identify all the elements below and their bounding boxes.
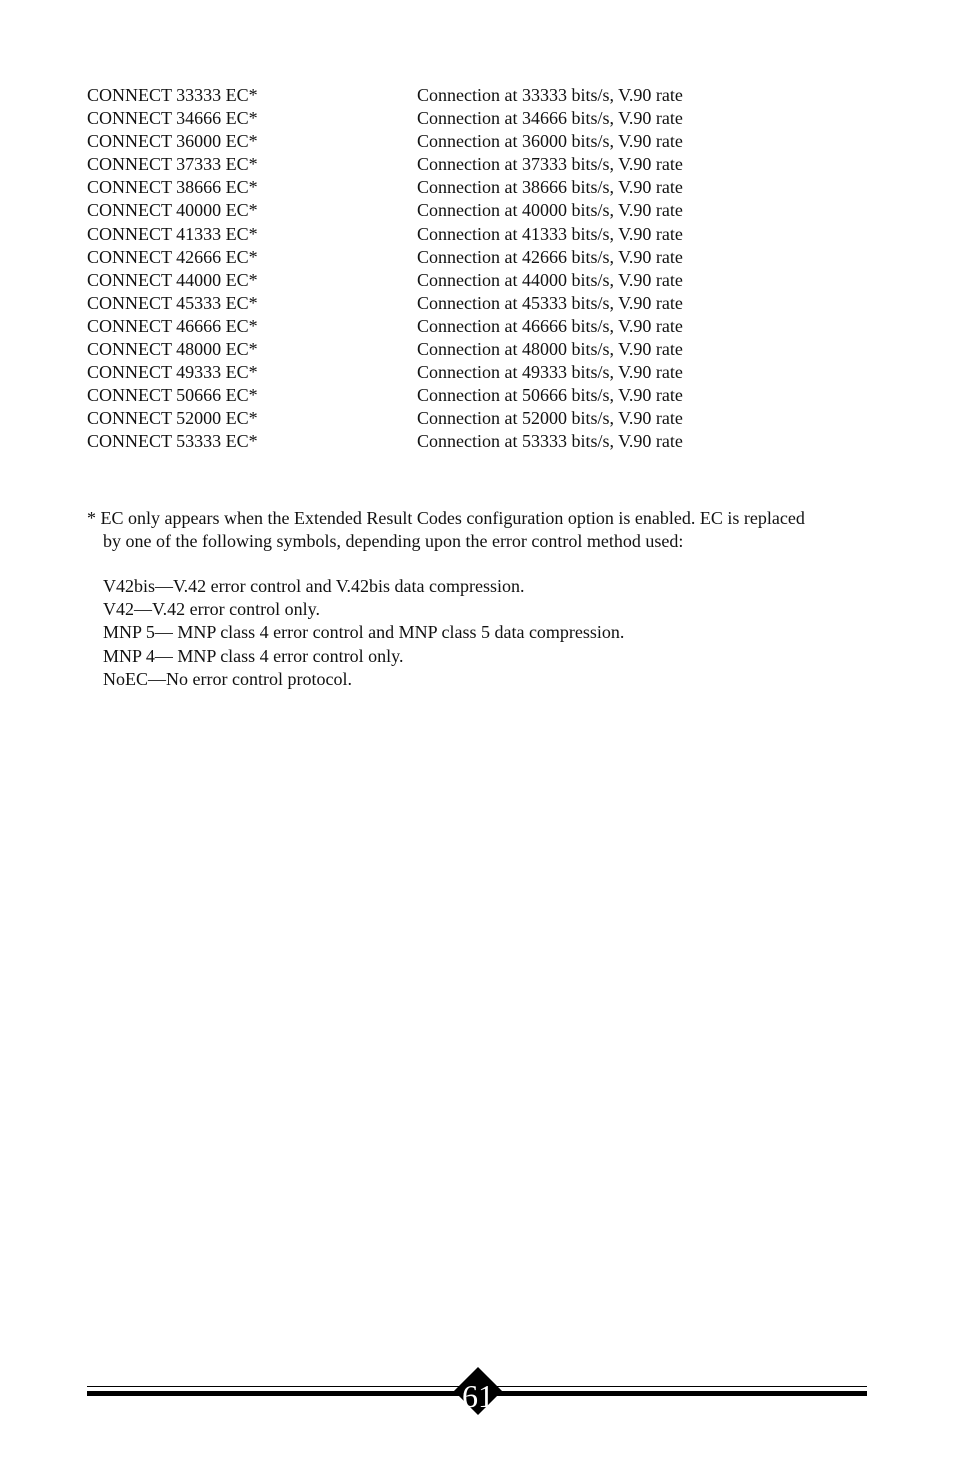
footnote-line: by one of the following symbols, depending upon the error control method used: xyxy=(103,531,684,551)
result-code: CONNECT 41333 EC* xyxy=(87,223,258,244)
footnote-line: * EC only appears when the Extended Result Codes configuration option is enabled. EC is replaced xyxy=(87,508,805,528)
result-description: Connection at 38666 bits/s, V.90 rate xyxy=(417,177,683,198)
result-description: Connection at 46666 bits/s, V.90 rate xyxy=(417,315,683,336)
list-item: MNP 5— MNP class 4 error control and MNP class 5 data compression. xyxy=(103,622,625,643)
result-description: Connection at 41333 bits/s, V.90 rate xyxy=(417,223,683,244)
result-code: CONNECT 49333 EC* xyxy=(87,362,258,383)
result-description: Connection at 40000 bits/s, V.90 rate xyxy=(417,200,683,221)
result-code: CONNECT 46666 EC* xyxy=(87,315,258,336)
result-code: CONNECT 37333 EC* xyxy=(87,154,258,175)
result-description: Connection at 45333 bits/s, V.90 rate xyxy=(417,292,683,313)
result-code: CONNECT 40000 EC* xyxy=(87,200,258,221)
result-code: CONNECT 50666 EC* xyxy=(87,385,258,406)
result-description: Connection at 52000 bits/s, V.90 rate xyxy=(417,408,683,429)
result-description: Connection at 48000 bits/s, V.90 rate xyxy=(417,339,683,360)
ec-footnote xyxy=(87,507,877,553)
result-code: CONNECT 45333 EC* xyxy=(87,292,258,313)
result-description: Connection at 53333 bits/s, V.90 rate xyxy=(417,431,683,452)
ec-symbol-list xyxy=(103,575,624,691)
page-number: 61 xyxy=(462,1378,494,1414)
list-item: V42bis—V.42 error control and V.42bis data compression. xyxy=(103,576,525,596)
result-code: CONNECT 42666 EC* xyxy=(87,246,258,267)
list-item: V42—V.42 error control only. xyxy=(103,599,320,620)
result-code: CONNECT 48000 EC* xyxy=(87,339,258,360)
result-description: Connection at 36000 bits/s, V.90 rate xyxy=(417,131,683,152)
result-code: CONNECT 34666 EC* xyxy=(87,108,258,129)
result-code: CONNECT 33333 EC* xyxy=(87,85,258,105)
result-description: Connection at 33333 bits/s, V.90 rate xyxy=(417,85,683,105)
result-description: Connection at 42666 bits/s, V.90 rate xyxy=(417,246,683,267)
result-description: Connection at 34666 bits/s, V.90 rate xyxy=(417,108,683,129)
result-description: Connection at 37333 bits/s, V.90 rate xyxy=(417,154,683,175)
result-code: CONNECT 38666 EC* xyxy=(87,177,258,198)
result-description: Connection at 49333 bits/s, V.90 rate xyxy=(417,362,683,383)
result-description: Connection at 50666 bits/s, V.90 rate xyxy=(417,385,683,406)
result-code: CONNECT 44000 EC* xyxy=(87,269,258,290)
result-code: CONNECT 52000 EC* xyxy=(87,408,258,429)
result-code: CONNECT 53333 EC* xyxy=(87,431,258,452)
page-footer xyxy=(87,1378,867,1424)
result-description: Connection at 44000 bits/s, V.90 rate xyxy=(417,269,683,290)
list-item: NoEC—No error control protocol. xyxy=(103,668,352,689)
result-code: CONNECT 36000 EC* xyxy=(87,131,258,152)
list-item: MNP 4— MNP class 4 error control only. xyxy=(103,645,404,666)
